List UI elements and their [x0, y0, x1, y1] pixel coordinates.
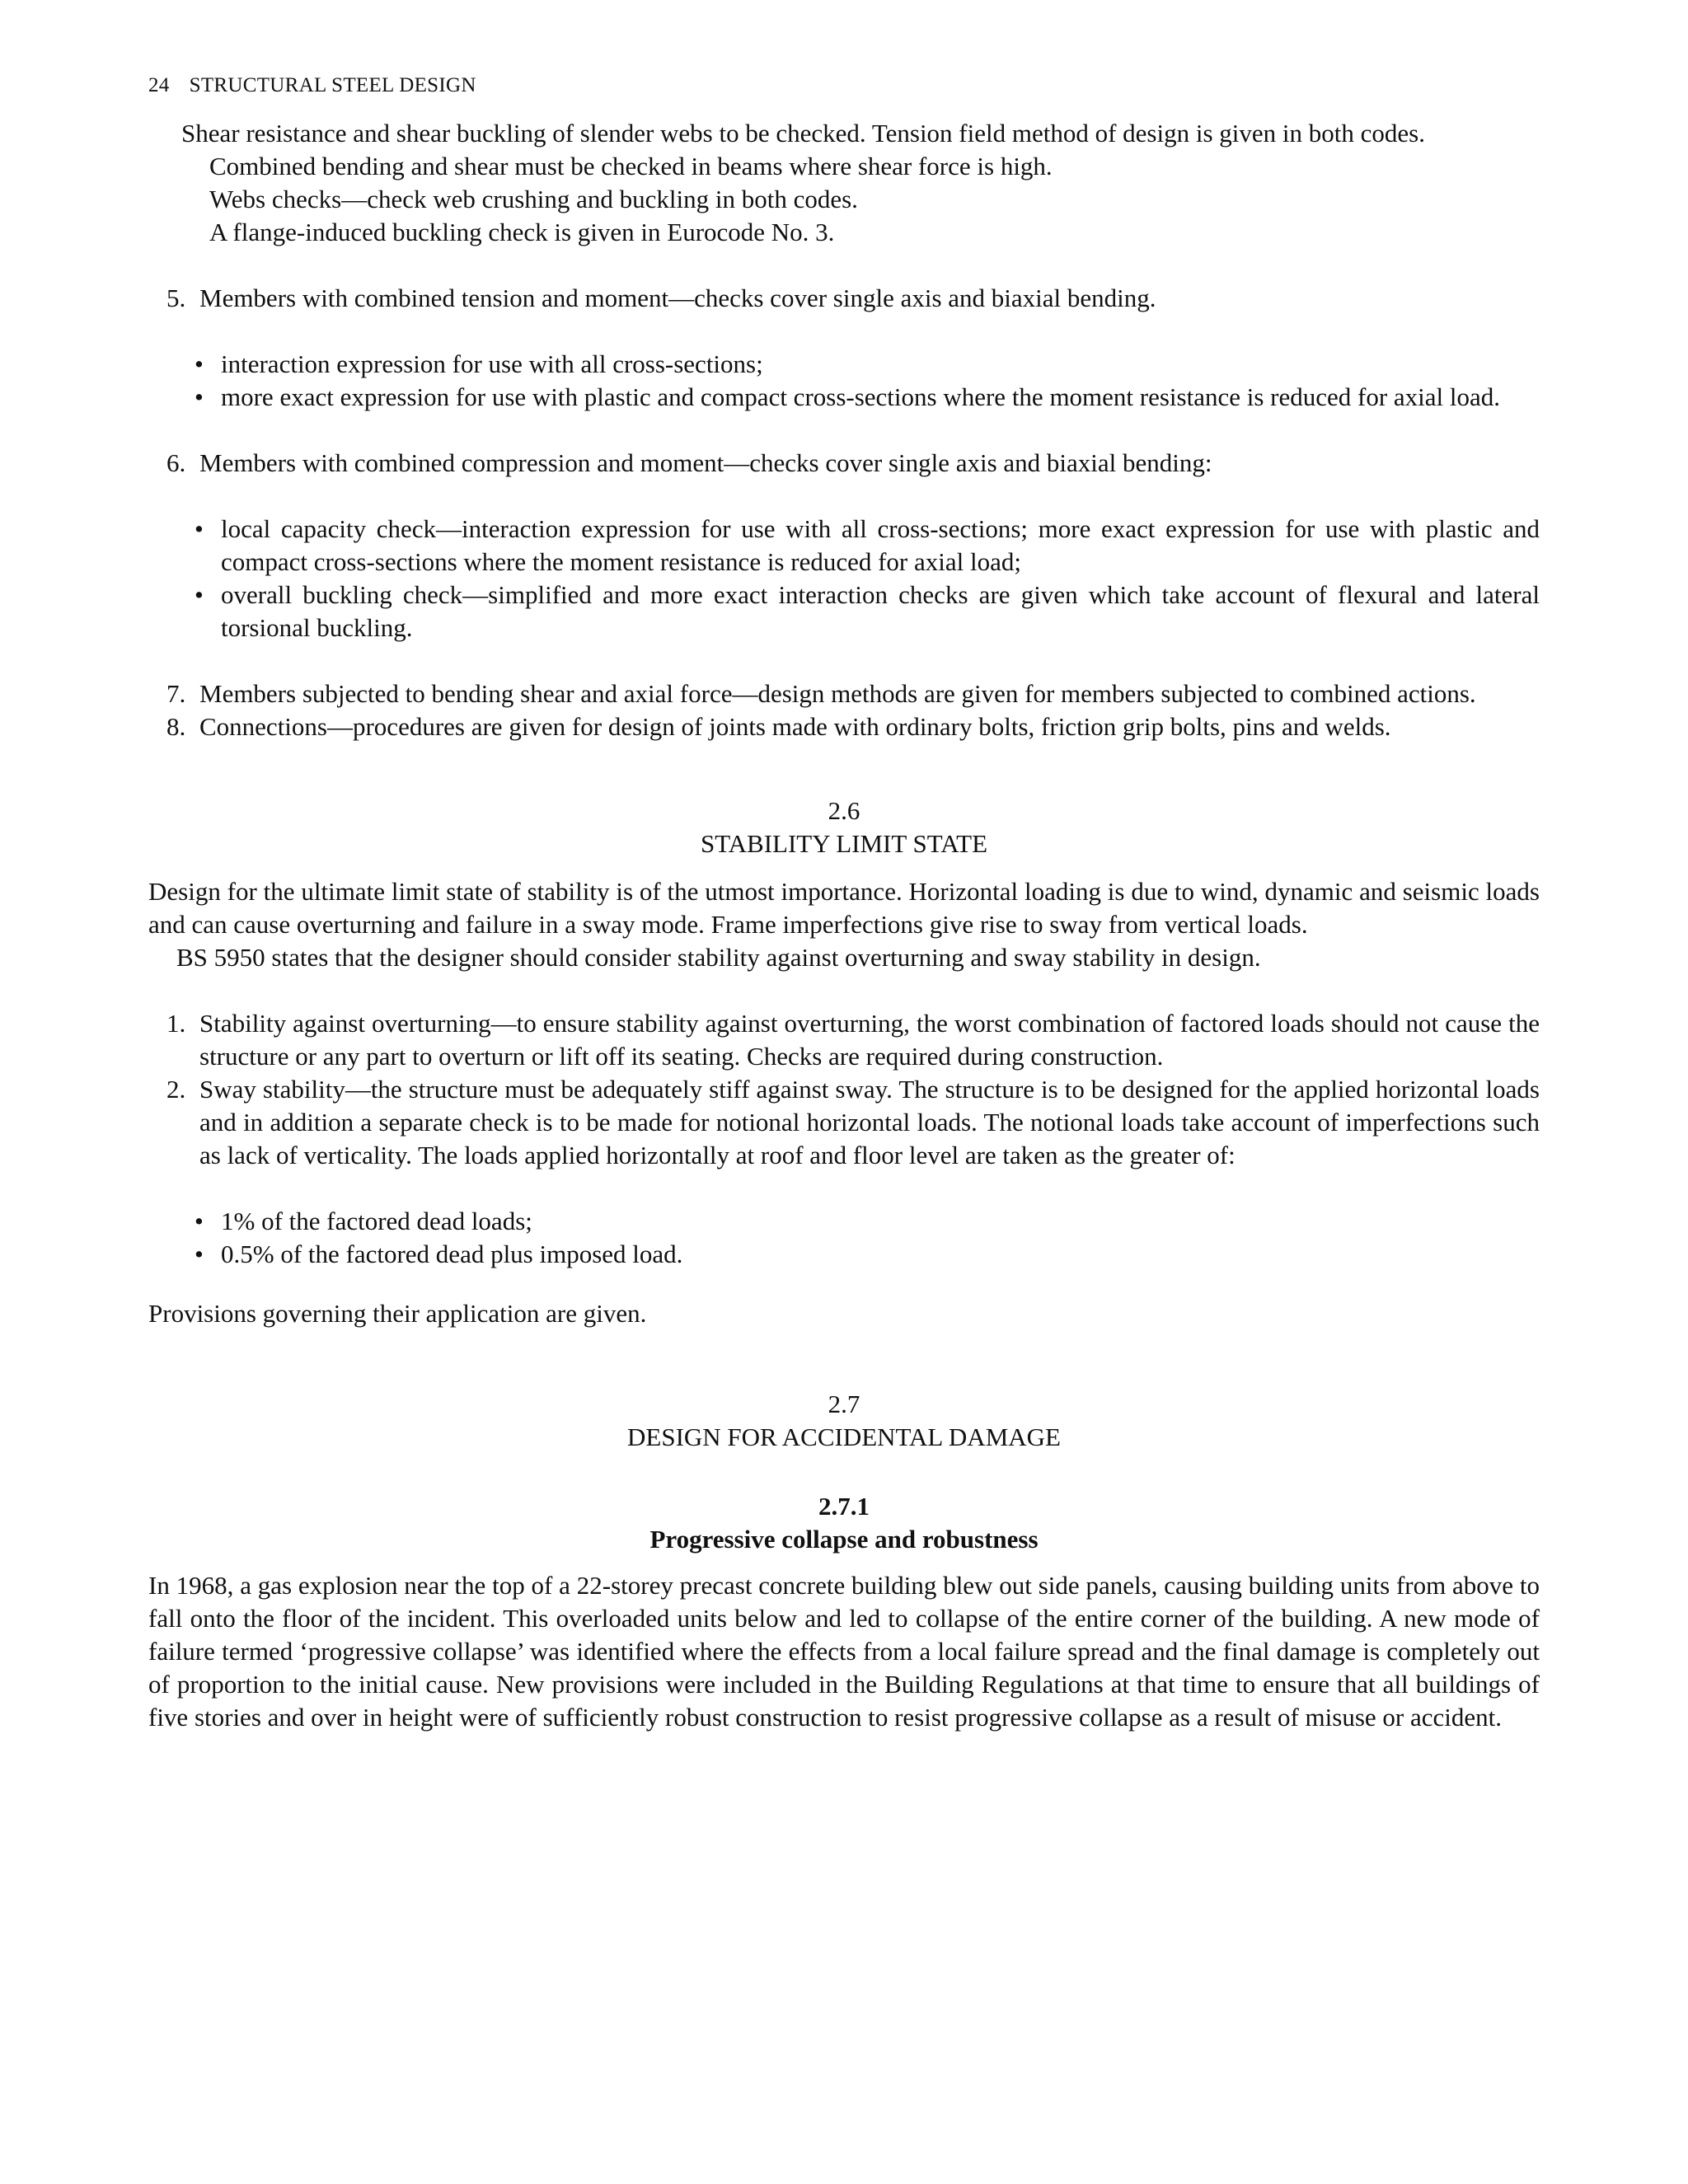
list-text: Members subjected to bending shear and axial force—design methods are given for members subjected to combined actions.: [199, 679, 1476, 708]
bullet-item: [148, 579, 1540, 644]
bullet-text: 0.5% of the factored dead plus imposed load.: [221, 1240, 683, 1268]
list-item: [148, 1007, 1540, 1073]
running-header: [148, 69, 1540, 102]
bullet-icon: •: [195, 580, 204, 609]
bullet-text: 1% of the factored dead loads;: [221, 1207, 532, 1235]
section-2-7-number: 2.7: [828, 1390, 860, 1418]
list-text: Members with combined compression and moment—checks cover single axis and biaxial bending:: [199, 448, 1212, 477]
bullet-item: [148, 513, 1540, 579]
list-item: [148, 282, 1540, 315]
section-2-6-title: STABILITY LIMIT STATE: [700, 829, 988, 858]
section-2-7-title: DESIGN FOR ACCIDENTAL DAMAGE: [627, 1422, 1061, 1451]
section-2-7-1-title: Progressive collapse and robustness: [649, 1525, 1039, 1554]
bullet-item: [148, 1205, 1540, 1238]
item5-bullets: [148, 348, 1540, 414]
bullet-item: [148, 1238, 1540, 1271]
bullet-icon: •: [195, 1207, 204, 1235]
list-number: 7.: [166, 679, 186, 708]
shear-paragraph: Shear resistance and shear buckling of slender webs to be checked. Tension field method of design is given in both codes.: [181, 119, 1425, 148]
bullet-icon: •: [195, 349, 204, 378]
bullet-text: more exact expression for use with plastic and compact cross-sections where the moment resistance is reduced for axial load.: [221, 382, 1501, 411]
combined-bending-line: Combined bending and shear must be checked in beams where shear force is high.: [209, 152, 1053, 180]
bullet-text: local capacity check—interaction expression for use with all cross-sections; more exact expression for use with plastic and compact cross-sections where the moment resistance is reduced for axial load;: [221, 514, 1540, 576]
bullet-icon: •: [195, 1240, 204, 1268]
list-item-6: [148, 447, 1540, 480]
list-text: Connections—procedures are given for design of joints made with ordinary bolts, friction grip bolts, pins and welds.: [199, 712, 1391, 741]
list-number: 1.: [166, 1009, 186, 1038]
list-number: 5.: [166, 284, 186, 312]
bullet-icon: •: [195, 382, 204, 411]
section-2-6-paragraph: Design for the ultimate limit state of stability is of the utmost importance. Horizontal loading is due to wind, dynamic and seismic loads and can cause overturning and failure in a sway mode. Frame imperfections give rise to sway from vertical loads.: [148, 877, 1540, 939]
bullet-icon: •: [195, 514, 204, 543]
sway-bullets: [148, 1205, 1540, 1271]
item6-bullets: [148, 513, 1540, 644]
list-item: [148, 710, 1540, 743]
bullet-text: overall buckling check—simplified and more exact interaction checks are given which take account of flexural and lateral torsional buckling.: [221, 580, 1540, 642]
list-number: 8.: [166, 712, 186, 741]
running-title: STRUCTURAL STEEL DESIGN: [189, 74, 476, 96]
list-number: 6.: [166, 448, 186, 477]
list-item: [148, 677, 1540, 710]
document-page: [148, 69, 1540, 1734]
section-2-7-1-number: 2.7.1: [818, 1492, 870, 1521]
bullet-text: interaction expression for use with all cross-sections;: [221, 349, 763, 378]
list-text: Sway stability—the structure must be adequately stiff against sway. The structure is to be designed for the applied horizontal loads and in addition a separate check is to be made for notional horizontal loads. The notional loads take account of imperfections such as lack of verticality. The loads applied horizontally at roof and floor level are taken as the greater of:: [199, 1075, 1540, 1169]
shear-block: [148, 117, 1540, 249]
list-item-5: [148, 282, 1540, 315]
section-2-7-1-paragraph: In 1968, a gas explosion near the top of a 22-storey precast concrete building blew out side panels, causing building units from above to fall onto the floor of the incident. This overloaded units below and led to collapse of the entire corner of the building. A new mode of failure termed ‘progressive collapse’ was identified where the effects from a local failure spread and the final damage is completely out of proportion to the initial cause. New provisions were included in the Building Regulations at that time to ensure that all buildings of five stories and over in height were of sufficiently robust construction to resist progressive collapse as a result of misuse or accident.: [148, 1571, 1540, 1732]
page-number: 24: [148, 74, 170, 96]
list-item: [148, 1073, 1540, 1172]
list-items-7-8: [148, 677, 1540, 743]
section-2-6-number: 2.6: [828, 796, 860, 825]
list-item: [148, 447, 1540, 480]
provisions-paragraph: Provisions governing their application are given.: [148, 1299, 647, 1328]
flange-check-line: A flange-induced buckling check is given in Eurocode No. 3.: [209, 218, 835, 246]
list-text: Members with combined tension and moment—checks cover single axis and biaxial bending.: [199, 284, 1156, 312]
list-number: 2.: [166, 1075, 186, 1104]
list-text: Stability against overturning—to ensure stability against overturning, the worst combination of factored loads should not cause the structure or any part to overturn or lift off its seating. Checks are required during construction.: [199, 1009, 1540, 1071]
bullet-item: [148, 348, 1540, 381]
bullet-item: [148, 381, 1540, 414]
section-2-6-paragraph-2: BS 5950 states that the designer should consider stability against overturning and sway stability in design.: [176, 943, 1261, 972]
webs-checks-line: Webs checks—check web crushing and buckling in both codes.: [209, 185, 858, 213]
stability-list: [148, 1007, 1540, 1172]
